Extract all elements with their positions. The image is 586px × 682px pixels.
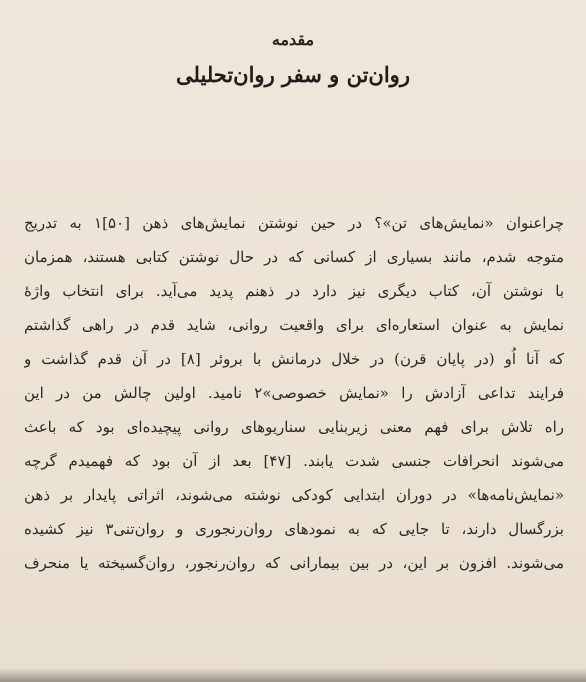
page-edge-shadow (0, 668, 586, 682)
body-line: با نوشتن آن، کتاب دیگری نیز دارد در ذهنم پدید می‌آید. برای انتخاب واژهٔ (24, 282, 564, 300)
body-line: متوجه شدم، مانند بسیاری از کسانی که در حال نوشتن کتابی هستند، همزمان (24, 248, 564, 266)
body-line: که آنا اُو (در پایان قرن) در خلال درمانش با بروئر [۸] در آن قدم گذاشت و (24, 350, 564, 368)
body-line: «نمایش‌نامه‌ها» در دوران ابتدایی کودکی نوشته می‌شوند، اثراتی پایدار بر ذهن (24, 486, 564, 504)
body-line: می‌شوند انحرافات جنسی شدت یابند. [۴۷] بعد از آن بود که فهمیدم گرچه (24, 452, 564, 470)
section-label: مقدمه (271, 30, 315, 49)
body-text (24, 206, 564, 580)
chapter-title: روان‌تن و سفر روان‌تحلیلی (176, 62, 410, 87)
body-line: می‌شوند. افزون بر این، در بین بیمارانی که روان‌رنجور، روان‌گسیخته یا منحرف (24, 554, 564, 572)
body-line: فرایند تداعی آزادش را «نمایش خصوصی»۲ نامید. اولین چالش من در این (24, 384, 564, 402)
body-line: نمایش به عنوان استعاره‌ای برای واقعیت روانی، شاید قدم در راهی گذاشتم (24, 316, 564, 334)
body-line: بزرگسال دارند، تا جایی که به نمودهای روان‌رنجوری و روان‌تنی۳ نیز کشیده (24, 520, 564, 538)
body-line: راه تلاش برای فهم معنی زیربنایی سناریوهای روانی پیچیده‌ای بود که باعث (24, 418, 564, 436)
body-line: چراعنوان «نمایش‌های تن»؟ در حین نوشتن نمایش‌های ذهن [۵۰]۱ به تدریج (24, 214, 564, 232)
